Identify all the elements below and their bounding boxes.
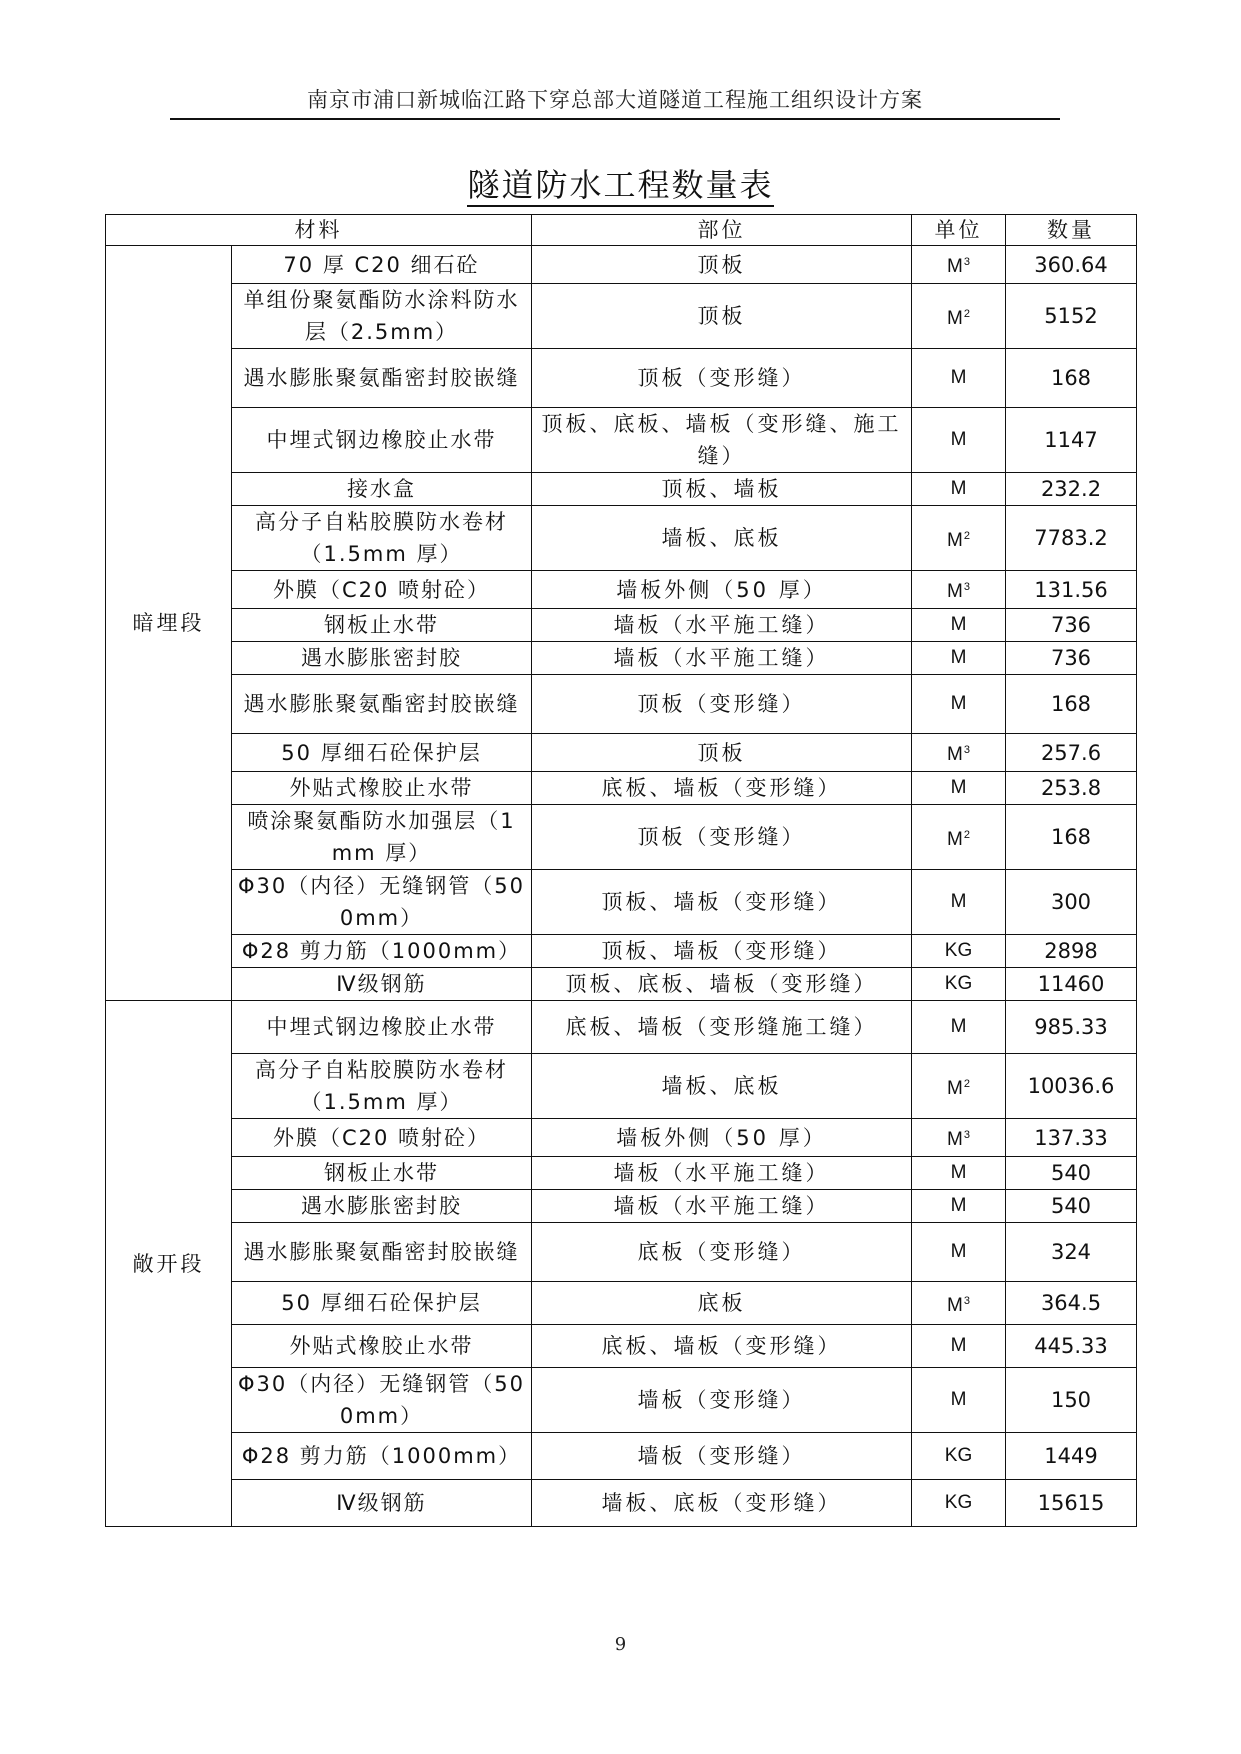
unit-cell [912,1001,1006,1054]
table-title-wrap [0,160,1241,206]
unit-base: M [950,891,967,912]
material-cell: 喷涂聚氨酯防水加强层（1mm 厚） [232,805,532,870]
unit-base: M [947,307,963,329]
quantity-cell: 1449 [1006,1433,1137,1480]
unit-exponent: 2 [963,307,970,320]
header-location: 部位 [532,215,912,246]
location-cell: 顶板、墙板（变形缝） [532,935,912,968]
quantity-cell: 15615 [1006,1480,1137,1527]
unit-cell [912,246,1006,284]
table-row [106,1325,1137,1368]
material-cell: 遇水膨胀密封胶 [232,1190,532,1223]
unit-base: M [950,1195,967,1216]
unit-cell [912,1368,1006,1433]
unit-exponent: 2 [963,828,970,841]
unit-cell [912,734,1006,772]
unit-cell [912,408,1006,473]
table-row [106,642,1137,675]
quantity-table [105,214,1137,1527]
location-cell: 顶板（变形缝） [532,349,912,408]
table-row [106,772,1137,805]
unit-cell [912,1282,1006,1325]
location-cell: 墙板（变形缝） [532,1368,912,1433]
unit-cell [912,506,1006,571]
location-cell: 顶板（变形缝） [532,805,912,870]
unit-base: M [947,744,963,765]
unit-cell [912,805,1006,870]
unit-cell [912,935,1006,968]
unit-cell [912,609,1006,642]
quantity-cell: 985.33 [1006,1001,1137,1054]
quantity-cell: 131.56 [1006,571,1137,609]
unit-cell [912,642,1006,675]
unit-base: M [947,1294,963,1316]
material-cell: Φ28 剪力筋（1000mm） [232,1433,532,1480]
unit-base: M [950,1162,967,1183]
table-row [106,473,1137,506]
unit-base: M [950,367,967,388]
unit-base: M [950,1016,967,1037]
unit-cell [912,349,1006,408]
material-cell: 高分子自粘胶膜防水卷材（1.5mm 厚） [232,506,532,571]
material-cell: 外膜（C20 喷射砼） [232,1119,532,1157]
location-cell: 底板 [532,1282,912,1325]
unit-cell [912,571,1006,609]
location-cell: 顶板、墙板 [532,473,912,506]
unit-exponent: 3 [963,256,970,268]
unit-cell [912,473,1006,506]
unit-base: M [947,581,963,602]
unit-base: M [950,1241,967,1262]
unit-base: M [950,1335,967,1356]
location-cell: 墙板外侧（50 厚） [532,1119,912,1157]
location-cell: 墙板（水平施工缝） [532,1190,912,1223]
material-cell: 外贴式橡胶止水带 [232,1325,532,1368]
table-row [106,1223,1137,1282]
quantity-cell: 253.8 [1006,772,1137,805]
material-cell: 钢板止水带 [232,1157,532,1190]
location-cell: 墙板、底板 [532,506,912,571]
location-cell: 顶板、底板、墙板（变形缝） [532,968,912,1001]
material-cell: 50 厚细石砼保护层 [232,1282,532,1325]
table-row [106,1433,1137,1480]
table-row [106,1001,1137,1054]
table-row [106,349,1137,408]
location-cell: 顶板（变形缝） [532,675,912,734]
unit-base: KG [944,1492,973,1513]
material-cell: 外贴式橡胶止水带 [232,772,532,805]
quantity-cell: 360.64 [1006,246,1137,284]
material-cell: Φ28 剪力筋（1000mm） [232,935,532,968]
unit-base: M [950,693,967,714]
unit-base: M [950,777,967,798]
header-unit: 单位 [912,215,1006,246]
unit-exponent: 3 [963,1129,970,1141]
quantity-cell: 540 [1006,1157,1137,1190]
unit-exponent: 3 [963,1294,970,1307]
unit-base: M [947,1077,963,1099]
unit-cell [912,772,1006,805]
unit-cell [912,1157,1006,1190]
material-cell: 遇水膨胀密封胶 [232,642,532,675]
table-row [106,1157,1137,1190]
quantity-cell: 137.33 [1006,1119,1137,1157]
material-cell: Φ30（内径）无缝钢管（500mm） [232,870,532,935]
unit-exponent: 2 [963,1077,970,1090]
location-cell: 墙板外侧（50 厚） [532,571,912,609]
material-cell: 中埋式钢边橡胶止水带 [232,408,532,473]
table-row [106,935,1137,968]
unit-base: KG [944,973,973,994]
quantity-cell: 1147 [1006,408,1137,473]
quantity-cell: 736 [1006,609,1137,642]
location-cell: 墙板、底板（变形缝） [532,1480,912,1527]
material-cell: Ⅳ级钢筋 [232,1480,532,1527]
unit-cell [912,284,1006,349]
table-row [106,1190,1137,1223]
table-row [106,675,1137,734]
table-row [106,1054,1137,1119]
unit-base: KG [944,940,973,961]
quantity-cell: 736 [1006,642,1137,675]
location-cell: 墙板（水平施工缝） [532,1157,912,1190]
table-body [106,246,1137,1527]
segment-name: 敞开段 [106,1001,232,1527]
location-cell: 底板、墙板（变形缝） [532,772,912,805]
quantity-cell: 445.33 [1006,1325,1137,1368]
unit-exponent: 3 [963,744,970,756]
unit-exponent: 3 [963,581,970,593]
table-header-row [106,215,1137,246]
unit-base: M [947,1129,963,1150]
unit-base: M [947,529,963,551]
unit-cell [912,1325,1006,1368]
quantity-cell: 300 [1006,870,1137,935]
quantity-cell: 540 [1006,1190,1137,1223]
location-cell: 底板、墙板（变形缝） [532,1325,912,1368]
table-row [106,1282,1137,1325]
quantity-cell: 168 [1006,805,1137,870]
unit-base: M [950,1389,967,1410]
quantity-cell: 168 [1006,349,1137,408]
table-row [106,284,1137,349]
table-row [106,246,1137,284]
location-cell: 顶板 [532,284,912,349]
unit-cell [912,968,1006,1001]
location-cell: 顶板、墙板（变形缝） [532,870,912,935]
location-cell: 墙板（水平施工缝） [532,642,912,675]
table-row [106,805,1137,870]
table-row [106,408,1137,473]
material-cell: 中埋式钢边橡胶止水带 [232,1001,532,1054]
unit-base: M [947,828,963,850]
location-cell: 墙板、底板 [532,1054,912,1119]
unit-exponent: 2 [963,529,970,542]
unit-base: M [947,256,963,277]
quantity-cell: 150 [1006,1368,1137,1433]
material-cell: 外膜（C20 喷射砼） [232,571,532,609]
unit-base: M [950,614,967,635]
quantity-cell: 7783.2 [1006,506,1137,571]
unit-cell [912,1433,1006,1480]
unit-base: M [950,647,967,668]
header-material: 材料 [106,215,532,246]
quantity-cell: 10036.6 [1006,1054,1137,1119]
material-cell: 50 厚细石砼保护层 [232,734,532,772]
location-cell: 墙板（变形缝） [532,1433,912,1480]
material-cell: 70 厚 C20 细石砼 [232,246,532,284]
quantity-cell: 5152 [1006,284,1137,349]
unit-cell [912,1190,1006,1223]
location-cell: 顶板 [532,734,912,772]
quantity-cell: 2898 [1006,935,1137,968]
table-row [106,506,1137,571]
unit-cell [912,1223,1006,1282]
document-header: 南京市浦口新城临江路下穿总部大道隧道工程施工组织设计方案 [307,88,923,112]
material-cell: Ⅳ级钢筋 [232,968,532,1001]
table-row [106,870,1137,935]
unit-cell [912,675,1006,734]
table-row [106,734,1137,772]
unit-cell [912,1480,1006,1527]
quantity-cell: 168 [1006,675,1137,734]
quantity-cell: 364.5 [1006,1282,1137,1325]
table-title: 隧道防水工程数量表 [467,166,773,207]
location-cell: 墙板（水平施工缝） [532,609,912,642]
unit-cell [912,1054,1006,1119]
unit-base: M [950,429,967,450]
table-row [106,1368,1137,1433]
location-cell: 底板（变形缝） [532,1223,912,1282]
material-cell: 接水盒 [232,473,532,506]
location-cell: 底板、墙板（变形缝施工缝） [532,1001,912,1054]
table-row [106,968,1137,1001]
unit-base: KG [944,1445,973,1466]
header-rule [170,118,1060,120]
table-row [106,571,1137,609]
quantity-cell: 11460 [1006,968,1137,1001]
quantity-cell: 324 [1006,1223,1137,1282]
unit-cell [912,1119,1006,1157]
quantity-cell: 257.6 [1006,734,1137,772]
table-row [106,609,1137,642]
material-cell: 遇水膨胀聚氨酯密封胶嵌缝 [232,1223,532,1282]
material-cell: 遇水膨胀聚氨酯密封胶嵌缝 [232,675,532,734]
material-cell: 单组份聚氨酯防水涂料防水层（2.5mm） [232,284,532,349]
material-cell: 遇水膨胀聚氨酯密封胶嵌缝 [232,349,532,408]
material-cell: 钢板止水带 [232,609,532,642]
material-cell: Φ30（内径）无缝钢管（500mm） [232,1368,532,1433]
segment-name: 暗埋段 [106,246,232,1001]
page-number: 9 [614,1634,627,1655]
header-qty: 数量 [1006,215,1137,246]
location-cell: 顶板、底板、墙板（变形缝、施工缝） [532,408,912,473]
table-row [106,1119,1137,1157]
quantity-cell: 232.2 [1006,473,1137,506]
location-cell: 顶板 [532,246,912,284]
material-cell: 高分子自粘胶膜防水卷材（1.5mm 厚） [232,1054,532,1119]
unit-base: M [950,478,967,499]
unit-cell [912,870,1006,935]
table-row [106,1480,1137,1527]
